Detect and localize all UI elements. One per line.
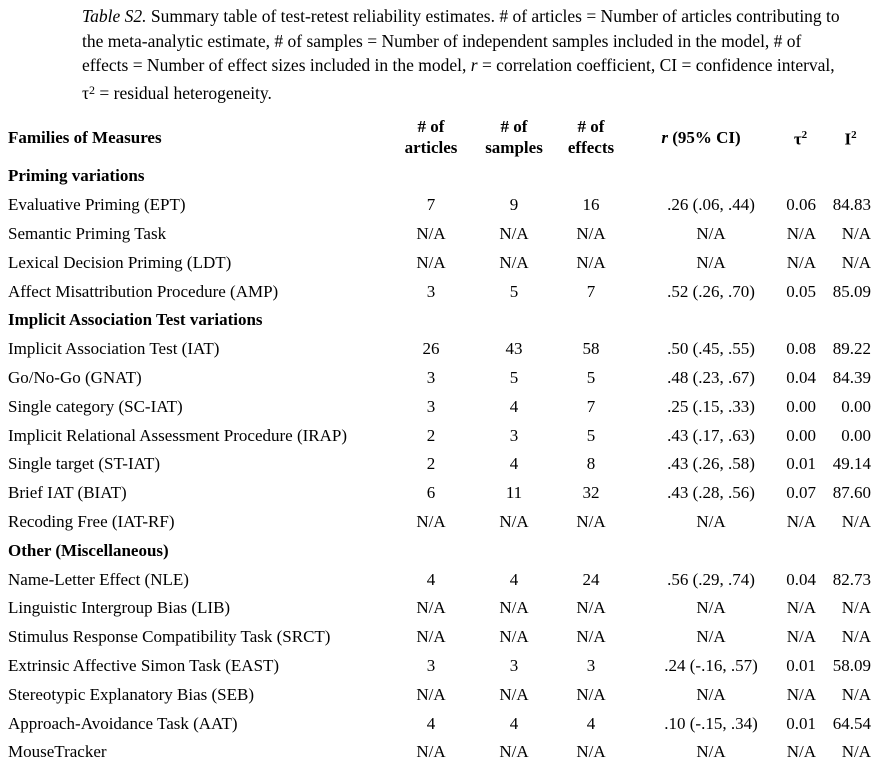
correlation-cell: .24 (-.16, .57)	[664, 655, 758, 675]
measure-name-cell: Brief IAT (BIAT)	[8, 483, 127, 503]
tau-squared-cell: N/A	[786, 223, 816, 243]
table-row	[0, 680, 875, 709]
samples-cell: N/A	[499, 223, 529, 243]
i-squared-cell: N/A	[841, 511, 871, 531]
articles-cell: N/A	[416, 598, 446, 618]
effects-cell: N/A	[576, 684, 606, 704]
measure-name-cell: Lexical Decision Priming (LDT)	[8, 252, 232, 272]
measure-name-cell: Affect Misattribution Procedure (AMP)	[8, 281, 279, 301]
i-squared-cell: N/A	[841, 252, 871, 272]
table-body	[0, 162, 875, 767]
table-row	[0, 565, 875, 594]
table-row	[0, 623, 875, 652]
measure-name-cell: Recoding Free (IAT-RF)	[8, 511, 175, 531]
i-squared-cell: 49.14	[832, 454, 871, 474]
effects-cell: 8	[586, 454, 596, 474]
effects-cell: 7	[586, 396, 596, 416]
samples-cell: 9	[509, 195, 519, 215]
i-squared-cell: 0.00	[841, 396, 871, 416]
group-header-row	[0, 536, 875, 565]
table-row	[0, 479, 875, 508]
table-row	[0, 248, 875, 277]
correlation-cell: .43 (.28, .56)	[667, 483, 755, 503]
samples-cell: 3	[509, 425, 519, 445]
header-families: Families of Measures	[8, 127, 162, 147]
correlation-cell: N/A	[696, 598, 726, 618]
tau-squared-cell: 0.01	[786, 454, 816, 474]
table-label: Table S2.	[82, 6, 147, 26]
table-row	[0, 191, 875, 220]
correlation-cell: N/A	[696, 511, 726, 531]
effects-cell: 24	[582, 569, 600, 589]
measure-name-cell: Single category (SC-IAT)	[8, 396, 183, 416]
table-row	[0, 364, 875, 393]
measure-name-cell: Semantic Priming Task	[8, 223, 167, 243]
measure-name-cell: Stimulus Response Compatibility Task (SRCT)	[8, 627, 331, 647]
effects-cell: N/A	[576, 598, 606, 618]
table-row	[0, 652, 875, 681]
measure-name-cell: Implicit Association Test (IAT)	[8, 339, 220, 359]
correlation-cell: .10 (-.15, .34)	[664, 713, 758, 733]
correlation-cell: .50 (.45, .55)	[667, 339, 755, 359]
i-squared-cell: N/A	[841, 684, 871, 704]
tau-squared-cell: N/A	[786, 684, 816, 704]
tau-squared-cell: N/A	[786, 598, 816, 618]
effects-cell: N/A	[576, 742, 606, 762]
group-title: Other (Miscellaneous)	[8, 540, 169, 560]
articles-cell: N/A	[416, 252, 446, 272]
samples-cell: 3	[509, 655, 519, 675]
caption-text-c: = residual heterogeneity.	[95, 82, 272, 103]
articles-cell: 6	[426, 483, 436, 503]
group-header-row	[0, 306, 875, 335]
correlation-cell: N/A	[696, 742, 726, 762]
articles-cell: 26	[422, 339, 440, 359]
correlation-cell: N/A	[696, 252, 726, 272]
measure-name-cell: Approach-Avoidance Task (AAT)	[8, 713, 238, 733]
articles-cell: 3	[426, 367, 436, 387]
tau-squared-cell: 0.01	[786, 655, 816, 675]
articles-cell: 3	[426, 281, 436, 301]
measure-name-cell: Linguistic Intergroup Bias (LIB)	[8, 598, 231, 618]
measure-name-cell: Single target (ST-IAT)	[8, 454, 161, 474]
correlation-cell: .52 (.26, .70)	[667, 281, 755, 301]
header-effects: # of effects	[567, 117, 615, 157]
tau-squared-cell: 0.05	[786, 281, 816, 301]
articles-cell: 7	[426, 195, 436, 215]
table-row	[0, 392, 875, 421]
tau-squared-cell: 0.08	[786, 339, 816, 359]
measure-name-cell: Evaluative Priming (EPT)	[8, 195, 186, 215]
measure-name-cell: Name-Letter Effect (NLE)	[8, 569, 189, 589]
tau-squared-cell: 0.01	[786, 713, 816, 733]
effects-cell: 3	[586, 655, 596, 675]
effects-cell: N/A	[576, 252, 606, 272]
correlation-cell: N/A	[696, 684, 726, 704]
tau-squared-cell: N/A	[786, 627, 816, 647]
i-squared-cell: 87.60	[832, 483, 871, 503]
effects-cell: N/A	[576, 511, 606, 531]
samples-cell: N/A	[499, 511, 529, 531]
i-squared-cell: N/A	[841, 223, 871, 243]
table-row	[0, 709, 875, 738]
effects-cell: 5	[586, 425, 596, 445]
i-squared-cell: 85.09	[832, 281, 871, 301]
correlation-cell: N/A	[696, 223, 726, 243]
articles-cell: 3	[426, 655, 436, 675]
articles-cell: N/A	[416, 627, 446, 647]
table-row	[0, 335, 875, 364]
table-row	[0, 508, 875, 537]
tau-squared-cell: 0.04	[786, 367, 816, 387]
correlation-cell: .26 (.06, .44)	[667, 195, 755, 215]
table-header-row	[0, 112, 875, 162]
tau-squared-cell: N/A	[786, 252, 816, 272]
table-row	[0, 450, 875, 479]
effects-cell: 32	[582, 483, 600, 503]
table-caption	[82, 4, 842, 105]
samples-cell: 11	[505, 483, 523, 503]
articles-cell: N/A	[416, 223, 446, 243]
tau-squared-cell: 0.00	[786, 396, 816, 416]
caption-tau-sup: 2	[89, 82, 96, 97]
articles-cell: 2	[426, 454, 436, 474]
articles-cell: N/A	[416, 742, 446, 762]
i-squared-cell: N/A	[841, 742, 871, 762]
effects-cell: 4	[586, 713, 596, 733]
table-row	[0, 277, 875, 306]
i-squared-cell: 84.83	[832, 195, 871, 215]
samples-cell: 4	[509, 569, 519, 589]
samples-cell: N/A	[499, 598, 529, 618]
header-articles: # of articles	[404, 117, 458, 157]
group-title: Implicit Association Test variations	[8, 310, 263, 330]
i-squared-cell: 89.22	[832, 339, 871, 359]
effects-cell: N/A	[576, 627, 606, 647]
i-squared-cell: 82.73	[832, 569, 871, 589]
caption-text-a: Summary table of test-retest reliability estimates. # of articles = Number of articles contributing to the meta-analytic estimate, # of samples = Number of independent samples included in the model, # of effects = Number of effect sizes included in the model,	[82, 6, 840, 75]
correlation-cell: .43 (.17, .63)	[667, 425, 755, 445]
header-i-squared: $I^2$	[844, 128, 857, 149]
measure-name-cell: Go/No-Go (GNAT)	[8, 367, 142, 387]
samples-cell: N/A	[499, 252, 529, 272]
samples-cell: N/A	[499, 627, 529, 647]
measure-name-cell: Stereotypic Explanatory Bias (SEB)	[8, 684, 254, 704]
samples-cell: 4	[509, 396, 519, 416]
i-squared-cell: 0.00	[841, 425, 871, 445]
articles-cell: 3	[426, 396, 436, 416]
i-squared-cell: 84.39	[832, 367, 871, 387]
tau-squared-cell: 0.06	[786, 195, 816, 215]
effects-cell: 16	[582, 195, 600, 215]
tau-squared-cell: 0.04	[786, 569, 816, 589]
table-row	[0, 421, 875, 450]
tau-squared-cell: N/A	[786, 742, 816, 762]
i-squared-cell: N/A	[841, 598, 871, 618]
measure-name-cell: Implicit Relational Assessment Procedure (IRAP)	[8, 425, 347, 445]
tau-squared-cell: 0.07	[786, 483, 816, 503]
caption-text-b: = correlation coefficient, CI = confidence interval, τ	[82, 55, 835, 103]
caption-r-symbol: r	[470, 55, 478, 75]
samples-cell: 43	[505, 339, 523, 359]
tau-squared-cell: 0.00	[786, 425, 816, 445]
header-samples: # of samples	[485, 117, 543, 157]
measure-name-cell: MouseTracker	[8, 742, 107, 762]
table-row	[0, 594, 875, 623]
samples-cell: 4	[509, 454, 519, 474]
group-title: Priming variations	[8, 166, 145, 186]
header-tau-squared: $\tau^2$	[793, 128, 808, 149]
i-squared-cell: 64.54	[832, 713, 871, 733]
header-correlation: r (95% CI)	[661, 127, 741, 147]
correlation-cell: .48 (.23, .67)	[667, 367, 755, 387]
tau-squared-cell: N/A	[786, 511, 816, 531]
samples-cell: N/A	[499, 742, 529, 762]
articles-cell: 4	[426, 569, 436, 589]
articles-cell: N/A	[416, 684, 446, 704]
i-squared-cell: 58.09	[832, 655, 871, 675]
effects-cell: N/A	[576, 223, 606, 243]
samples-cell: N/A	[499, 684, 529, 704]
samples-cell: 5	[509, 281, 519, 301]
reliability-table	[0, 112, 875, 767]
articles-cell: N/A	[416, 511, 446, 531]
effects-cell: 5	[586, 367, 596, 387]
group-header-row	[0, 162, 875, 191]
correlation-cell: .25 (.15, .33)	[667, 396, 755, 416]
articles-cell: 4	[426, 713, 436, 733]
effects-cell: 58	[582, 339, 600, 359]
correlation-cell: .43 (.26, .58)	[667, 454, 755, 474]
measure-name-cell: Extrinsic Affective Simon Task (EAST)	[8, 655, 280, 675]
table-row	[0, 738, 875, 767]
samples-cell: 5	[509, 367, 519, 387]
i-squared-cell: N/A	[841, 627, 871, 647]
table-row	[0, 220, 875, 249]
correlation-cell: .56 (.29, .74)	[667, 569, 755, 589]
samples-cell: 4	[509, 713, 519, 733]
correlation-cell: N/A	[696, 627, 726, 647]
articles-cell: 2	[426, 425, 436, 445]
effects-cell: 7	[586, 281, 596, 301]
